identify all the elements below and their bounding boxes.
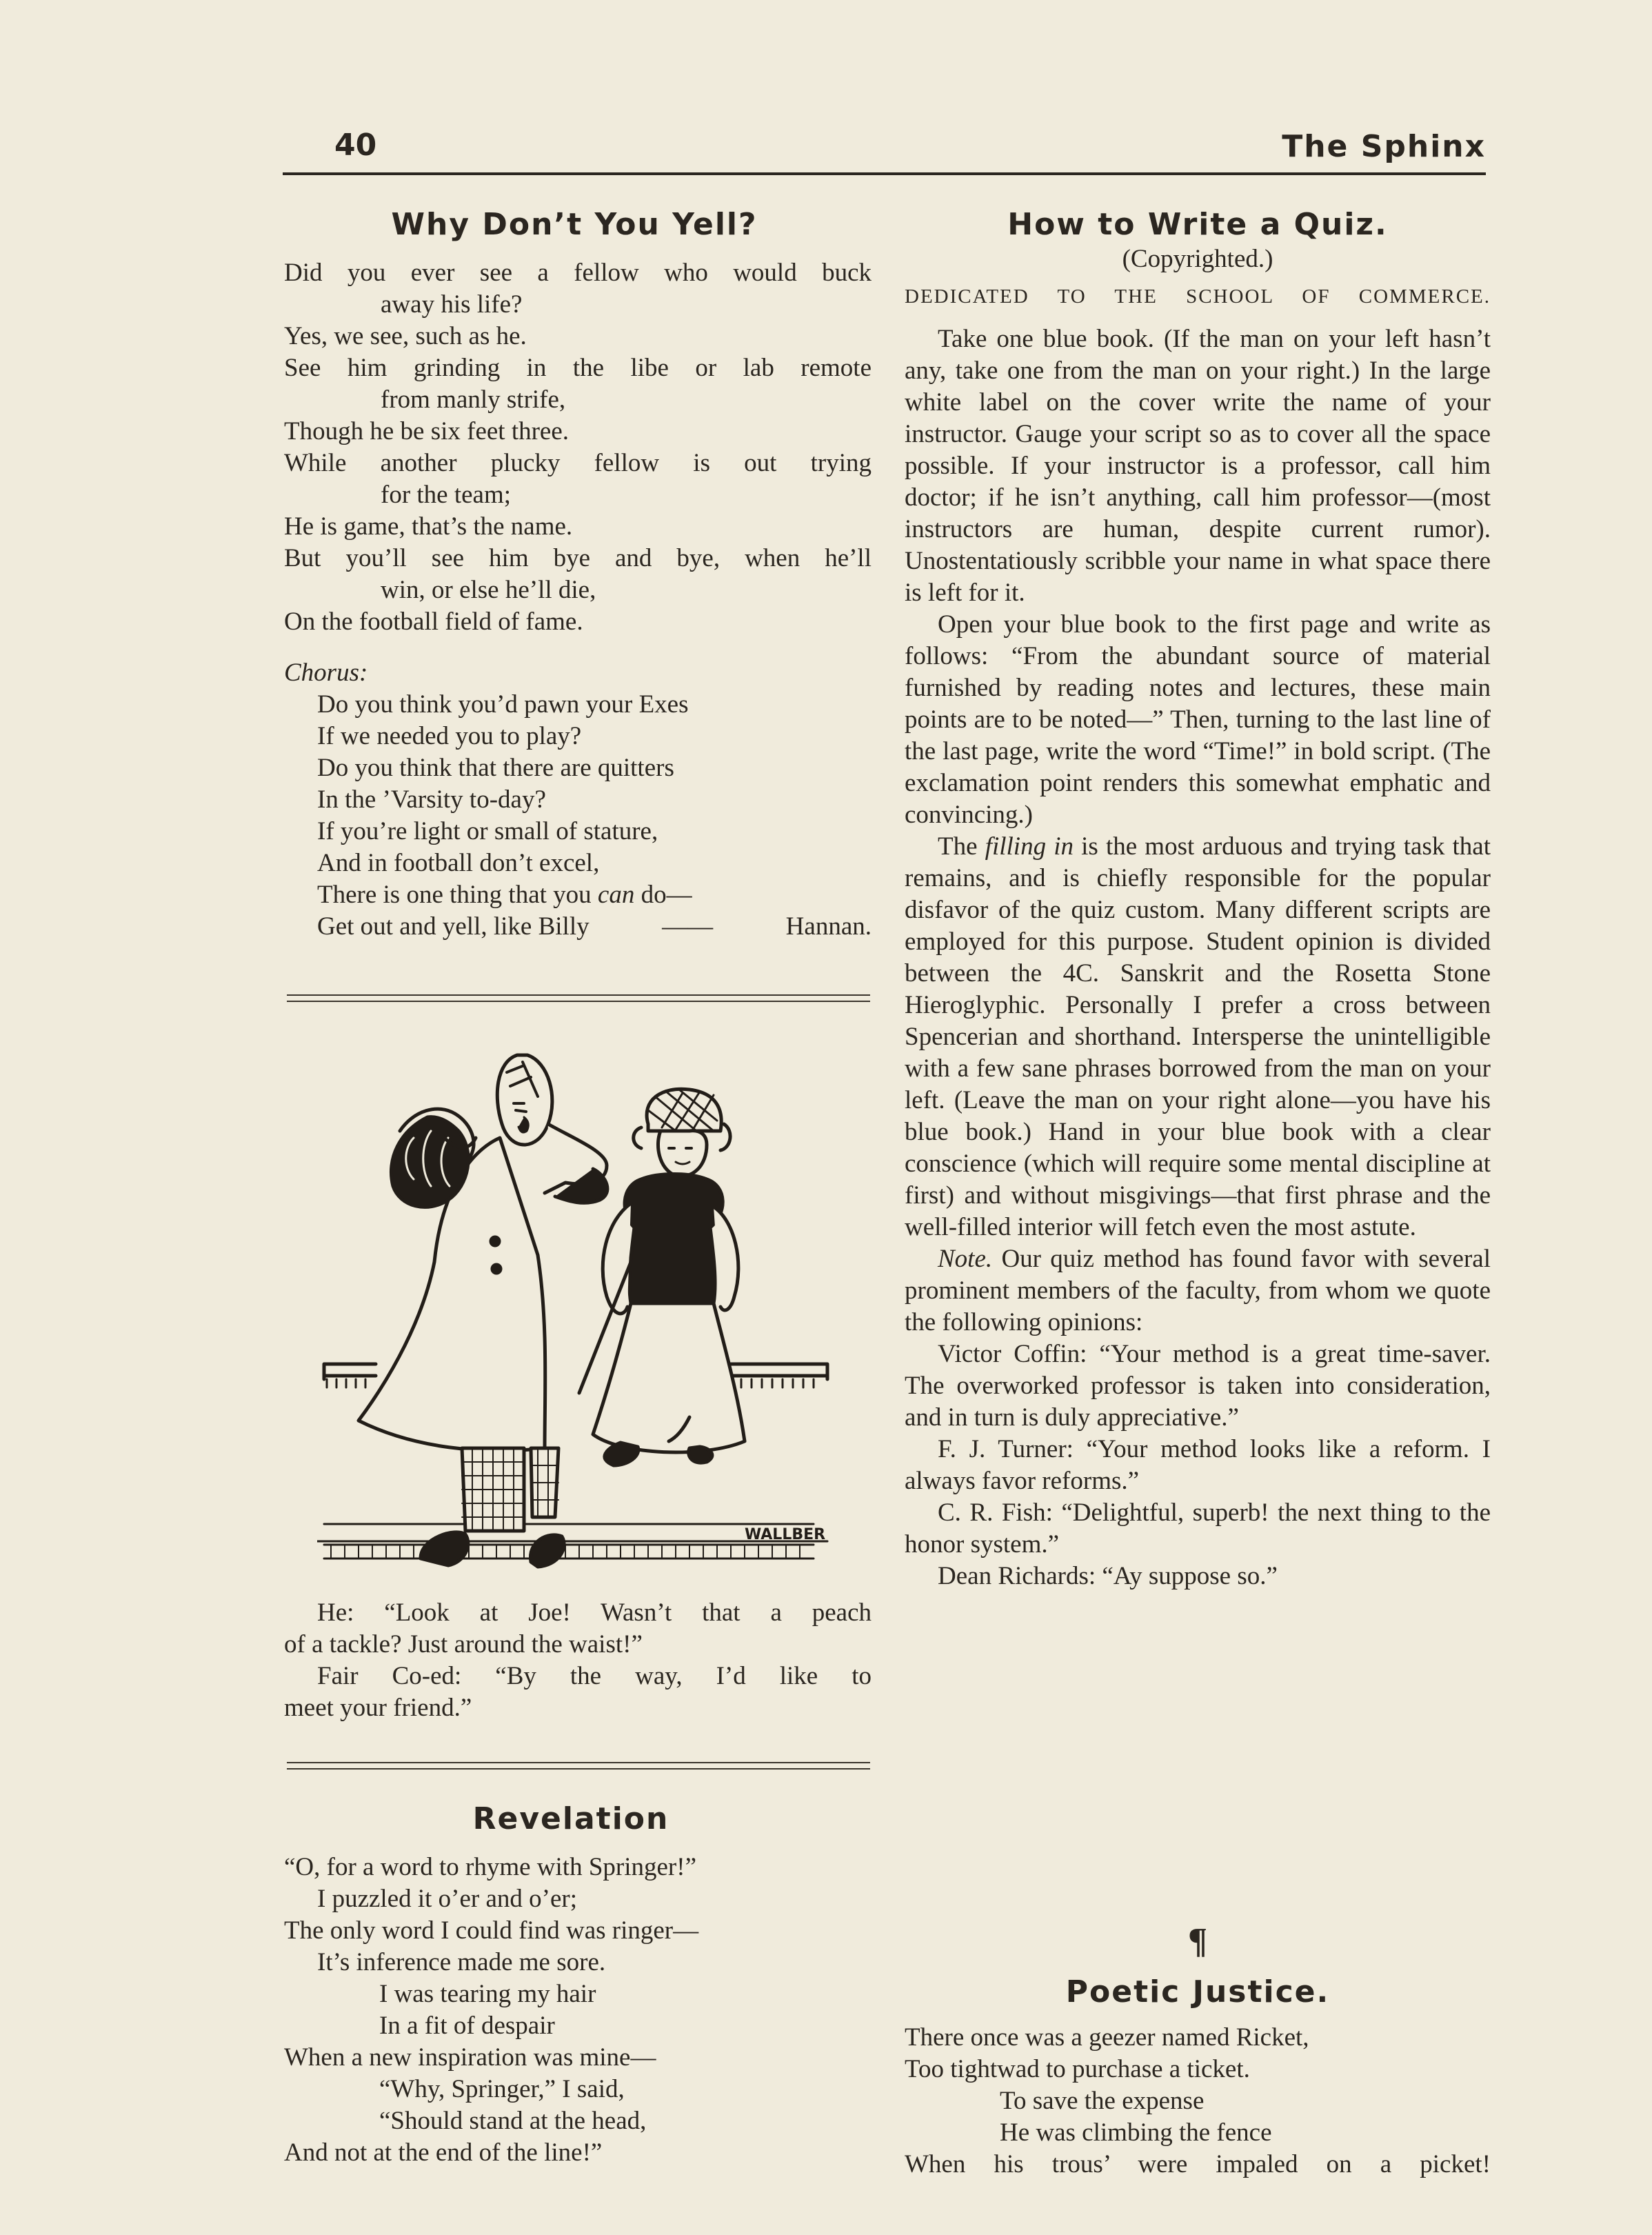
poem-line: He was climbing the fence — [1000, 2118, 1272, 2147]
article-paragraph — [905, 1243, 1491, 1339]
poem-line: The only word I could find was ringer— — [284, 1916, 699, 1945]
poem-line: “Why, Springer,” I said, — [379, 2075, 625, 2103]
poem-line: See him grinding in the libe or lab remote — [284, 354, 872, 382]
chorus-text: do— — [641, 881, 692, 909]
poem-line: “Should stand at the head, — [379, 2107, 647, 2135]
poem-line: Did you ever see a fellow who would buck — [284, 259, 872, 287]
poem-line: On the football field of fame. — [284, 608, 583, 636]
chorus-line: If you’re light or small of stature, — [317, 817, 658, 845]
poem-line: While another plucky fellow is out trying — [284, 449, 872, 477]
poem-line: Yes, we see, such as he. — [284, 322, 527, 350]
caption-line: of a tackle? Just around the waist!” — [284, 1630, 643, 1658]
poem-line: from manly strife, — [381, 385, 566, 414]
note-label: Note. — [938, 1245, 993, 1273]
article-paragraph: Open your blue book to the first page and write as follows: “From the abundant source of material furnished by reading notes and lectures, these main points are to be noted—” Then, turning to the last line of the last page, write the word “Time!” in bold script. (The exclamation point renders this somewhat emphatic and convincing.) — [905, 610, 1491, 829]
cartoon-caption — [284, 1597, 872, 1724]
cartoon-illustration — [317, 1034, 848, 1579]
chorus-text: There is one thing that you — [317, 881, 592, 909]
chorus-dash: —— — [662, 912, 714, 941]
chorus-line: Do you think you’d pawn your Exes — [317, 690, 689, 719]
chorus-text: Get out and yell, like Billy — [317, 912, 590, 941]
article-subtitle: (Copyrighted.) — [1122, 245, 1273, 273]
article-paragraph: Take one blue book. (If the man on your left hasn’t any, take one from the man on your right.) In the large white label on the cover write the name of your instructor. Gauge your script so as to cover all the space possible. If your instructor is a professor, call him doctor; if he isn’t anything, call him professor—(most instructors are human, despite current rumor). Unostentatiously scribble your name in what space there is left for it. — [905, 325, 1491, 607]
article-paragraph — [905, 831, 1491, 1243]
paragraph-emphasis: filling in — [985, 832, 1074, 861]
man-figure — [359, 1055, 607, 1567]
poem-line: for the team; — [381, 481, 512, 509]
chorus-line: If we needed you to play? — [317, 722, 582, 750]
pilcrow-ornament: ¶ — [1187, 1921, 1208, 1961]
poem-line: away his life? — [381, 290, 523, 319]
poem-line: Too tightwad to purchase a ticket. — [905, 2055, 1250, 2083]
article-how-to-write-a-quiz — [905, 207, 1491, 1592]
poem-title: Revelation — [472, 1801, 669, 1836]
section-divider — [287, 994, 870, 1002]
poem-line: To save the expense — [1000, 2087, 1205, 2115]
poem-why-dont-you-yell — [284, 207, 872, 943]
poem-title: Why Don’t You Yell? — [391, 207, 758, 242]
page-number: 40 — [334, 128, 377, 163]
page-header — [283, 128, 1486, 176]
poem-line: I puzzled it o’er and o’er; — [317, 1885, 578, 1913]
poem-line: Though he be six feet three. — [284, 417, 570, 445]
article-paragraph: Dean Richards: “Ay suppose so.” — [938, 1562, 1278, 1590]
paragraph-text: is the most arduous and trying task that remains, and is chiefly responsible for the popular disfavor of the quiz custom. Many different scripts are employed for this purpose. Student opinion is divided between the 4C. Sanskrit and the Rosetta Stone Hieroglyphic. Personally I prefer a cross between Spencerian and shorthand. Intersperse the unintelligible with a few sane phrases borrowed from the man on your left. (Leave the man on your right alone—you have his blue book.) Hand in your blue book with a clear conscience (which will require some mental discipline at first) and without misgivings—that first phrase and the well-filled interior will fetch even the most astute. — [905, 832, 1491, 1241]
poem-poetic-justice — [905, 1974, 1491, 2181]
poem-line: I was tearing my hair — [379, 1980, 596, 2008]
woman-figure — [579, 1089, 745, 1465]
header-rule — [283, 172, 1486, 175]
article-paragraph: F. J. Turner: “Your method looks like a reform. I always favor reforms.” — [905, 1435, 1491, 1495]
chorus-line: Do you think that there are quitters — [317, 754, 674, 782]
running-title: The Sphinx — [1282, 129, 1486, 164]
section-divider — [287, 1762, 870, 1770]
poem-line: It’s inference made me sore. — [317, 1948, 606, 1976]
poem-line: There once was a geezer named Ricket, — [905, 2023, 1309, 2052]
caption-line: He: “Look at Joe! Wasn’t that a peach — [317, 1598, 872, 1627]
chorus-label: Chorus: — [284, 659, 368, 687]
article-paragraph: Victor Coffin: “Your method is a great time-saver. The overworked professor is taken into consideration, and in turn is duly appreciative.” — [905, 1340, 1491, 1432]
poem-line: In a fit of despair — [379, 2012, 555, 2040]
poem-line: He is game, that’s the name. — [284, 512, 573, 541]
poem-revelation — [284, 1801, 872, 2169]
poem-line: When a new inspiration was mine— — [284, 2043, 656, 2072]
chorus-line — [284, 911, 872, 943]
article-paragraph: C. R. Fish: “Delightful, superb! the next thing to the honor system.” — [905, 1499, 1491, 1559]
caption-line: meet your friend.” — [284, 1694, 472, 1722]
poem-line: win, or else he’ll die, — [381, 576, 596, 604]
article-dedication: DEDICATED TO THE SCHOOL OF COMMERCE. — [905, 285, 1491, 308]
poem-title: Poetic Justice. — [1065, 1974, 1330, 2010]
poem-line: But you’ll see him bye and bye, when he’ll — [284, 544, 872, 572]
chorus-text: Hannan. — [785, 912, 872, 941]
chorus-line: And in football don’t excel, — [317, 849, 600, 877]
chorus-line: In the ’Varsity to-day? — [317, 785, 546, 814]
chorus-emphasis: can — [597, 881, 635, 909]
poem-line: When his trous’ were impaled on a picket! — [905, 2150, 1491, 2178]
paragraph-text: The — [938, 832, 985, 861]
poem-line: “O, for a word to rhyme with Springer!” — [284, 1853, 696, 1881]
chorus-line — [284, 879, 872, 911]
artist-signature: WALLBER — [745, 1526, 826, 1543]
paragraph-text: Our quiz method has found favor with several prominent members of the faculty, from whom we quote the following opinions: — [905, 1245, 1491, 1336]
poem-line: And not at the end of the line!” — [284, 2138, 603, 2167]
caption-line: Fair Co-ed: “By the way, I’d like to — [317, 1662, 872, 1690]
article-title: How to Write a Quiz. — [1007, 207, 1388, 242]
